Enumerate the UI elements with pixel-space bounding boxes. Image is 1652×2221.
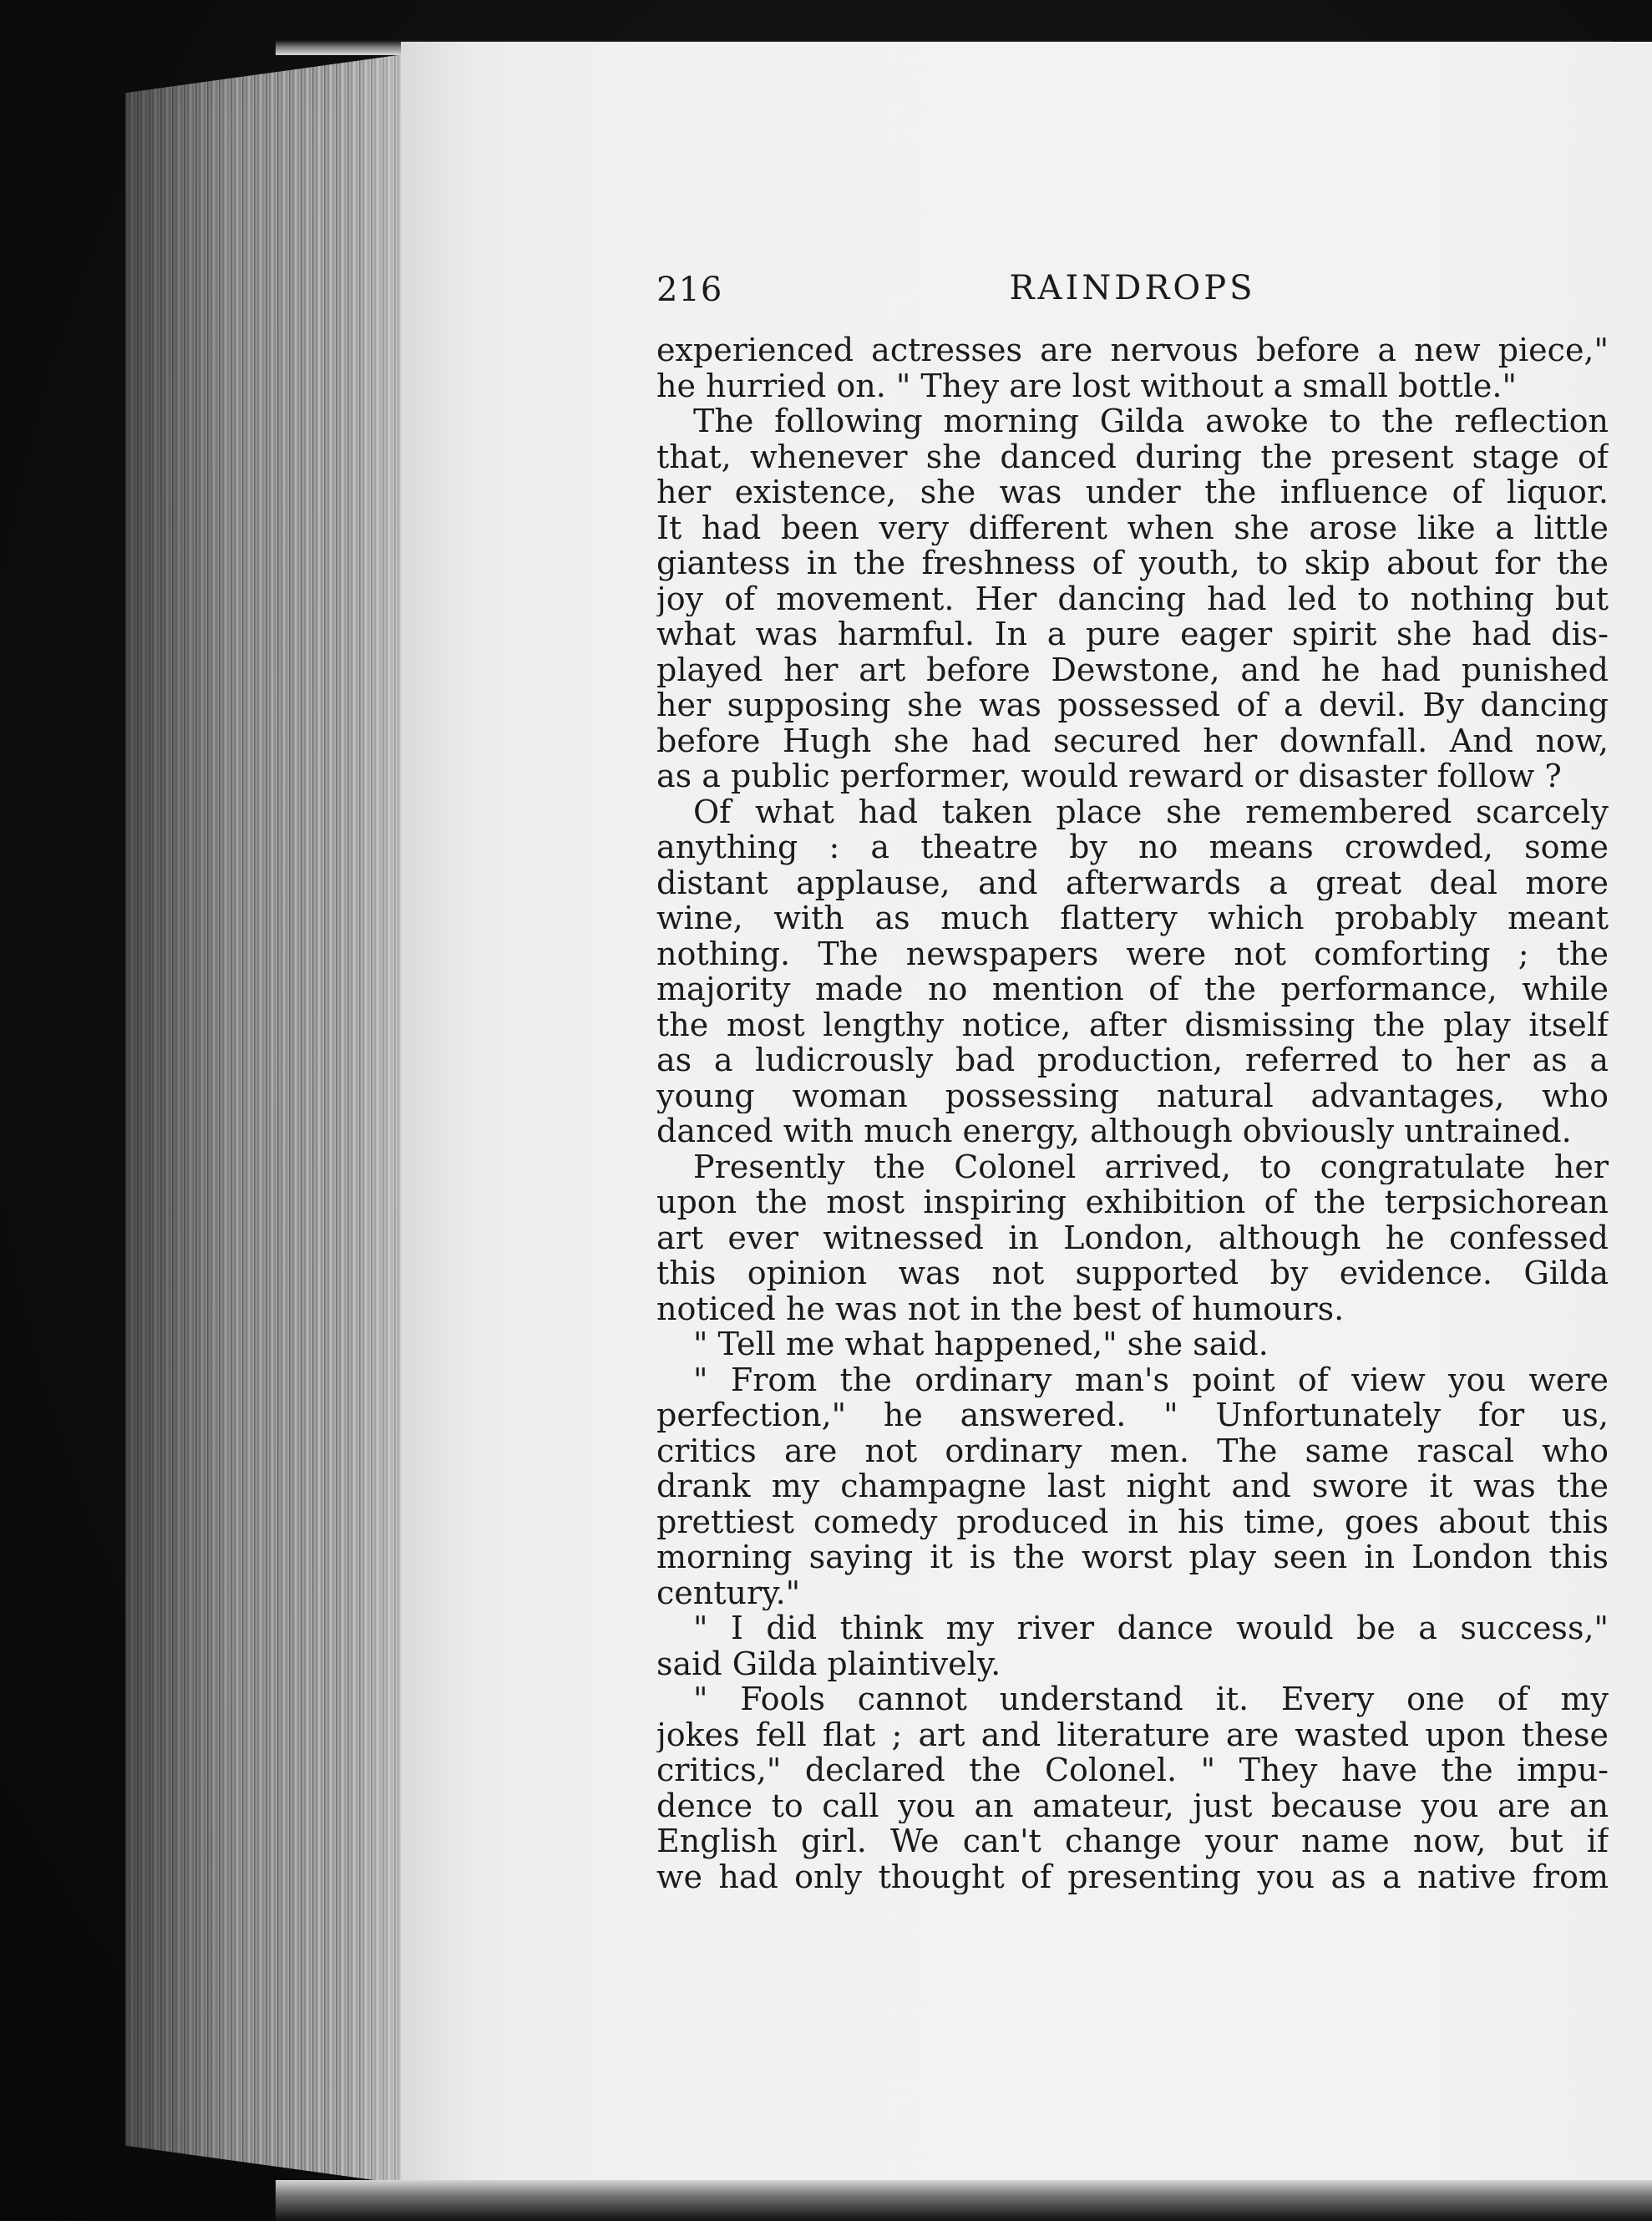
text-line: the most lengthy notice, after dismissing the play itself: [656, 1007, 1609, 1042]
text-line: jokes fell flat ; art and literature are wasted upon these: [656, 1716, 1609, 1752]
text-line: he hurried on. " They are lost without a small bottle.": [656, 368, 1517, 403]
text-line: art ever witnessed in London, although he confessed: [656, 1220, 1609, 1255]
body-text: [656, 332, 1609, 1894]
text-line: this opinion was not supported by evidence. Gilda: [656, 1255, 1609, 1291]
page-edges-stack: [125, 50, 434, 2188]
text-line: upon the most inspiring exhibition of the terpsichorean: [656, 1184, 1609, 1220]
text-line: Of what had taken place she remembered scarcely: [693, 794, 1609, 829]
text-line: giantess in the freshness of youth, to skip about for the: [656, 545, 1609, 581]
text-line: " I did think my river dance would be a success,": [693, 1610, 1609, 1646]
running-head: [656, 267, 1609, 317]
page-bottom-edge: [276, 2180, 1652, 2221]
text-line: critics are not ordinary men. The same rascal who: [656, 1432, 1609, 1468]
text-line: we had only thought of presenting you as a native from: [656, 1858, 1609, 1894]
text-line: English girl. We can't change your name now, but if: [656, 1823, 1609, 1859]
text-line: as a public performer, would reward or disaster follow ?: [656, 758, 1562, 794]
page-number: 216: [656, 271, 723, 309]
text-line: nothing. The newspapers were not comforting ; the: [656, 936, 1609, 971]
text-line: experienced actresses are nervous before a new piece,": [656, 332, 1609, 368]
text-line: perfection," he answered. " Unfortunately for us,: [656, 1397, 1609, 1433]
text-line: before Hugh she had secured her downfall. And now,: [656, 723, 1609, 758]
text-line: what was harmful. In a pure eager spirit she had dis-: [656, 616, 1609, 652]
text-line: It had been very different when she arose like a little: [656, 510, 1609, 545]
text-line: dence to call you an amateur, just because you are an: [656, 1787, 1609, 1823]
text-line: danced with much energy, although obviously untrained.: [656, 1113, 1572, 1149]
text-line: critics," declared the Colonel. " They have the impu-: [656, 1752, 1609, 1788]
text-line: morning saying it is the worst play seen in London this: [656, 1539, 1609, 1575]
text-line: The following morning Gilda awoke to the reflection: [693, 403, 1609, 439]
text-line: Presently the Colonel arrived, to congratulate her: [693, 1149, 1609, 1184]
text-line: anything : a theatre by no means crowded, some: [656, 829, 1609, 865]
page-text-block: [656, 267, 1609, 1894]
text-line: that, whenever she danced during the present stage of: [656, 439, 1609, 474]
text-line: " Fools cannot understand it. Every one of my: [693, 1681, 1609, 1717]
text-line: prettiest comedy produced in his time, goes about this: [656, 1503, 1609, 1539]
text-line: wine, with as much flattery which probably meant: [656, 900, 1609, 936]
text-line: drank my champagne last night and swore it was the: [656, 1468, 1609, 1504]
text-line: said Gilda plaintively.: [656, 1645, 1001, 1681]
text-line: as a ludicrously bad production, referred to her as a: [656, 1042, 1609, 1078]
text-line: majority made no mention of the performance, while: [656, 971, 1609, 1007]
text-line: her existence, she was under the influence of liquor.: [656, 474, 1609, 510]
text-line: " From the ordinary man's point of view you were: [693, 1362, 1609, 1397]
text-line: her supposing she was possessed of a devil. By dancing: [656, 687, 1609, 723]
text-line: played her art before Dewstone, and he had punished: [656, 652, 1609, 687]
text-line: distant applause, and afterwards a great deal more: [656, 865, 1609, 900]
running-title: RAINDROPS: [1009, 269, 1256, 307]
text-line: joy of movement. Her dancing had led to nothing but: [656, 581, 1609, 616]
text-line: young woman possessing natural advantages, who: [656, 1078, 1609, 1113]
text-line: " Tell me what happened," she said.: [693, 1326, 1269, 1362]
text-line: century.": [656, 1574, 801, 1610]
text-line: noticed he was not in the best of humours.: [656, 1291, 1345, 1326]
